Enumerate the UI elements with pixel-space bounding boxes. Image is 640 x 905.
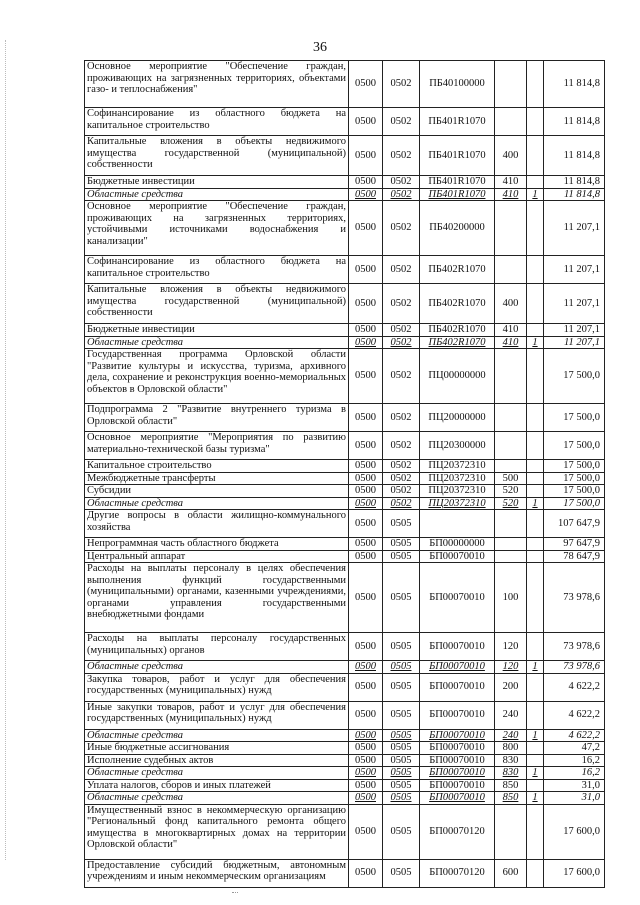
- row-target-item-cell: БП00070120: [420, 859, 495, 887]
- row-expense-type-cell: 410: [495, 176, 527, 189]
- row-section-cell: 0500: [349, 497, 383, 510]
- table-row: [85, 661, 605, 674]
- row-amount-cell: 11 207,1: [544, 284, 605, 324]
- row-amount-cell: 17 500,0: [544, 404, 605, 432]
- table-row: [85, 497, 605, 510]
- row-target-item-cell: БП00070010: [420, 742, 495, 755]
- row-fund-flag-cell: [527, 324, 544, 337]
- row-section-cell: 0500: [349, 742, 383, 755]
- row-name-cell: Капитальные вложения в объекты недвижимого имущества государственной (муниципальной) собственности: [85, 136, 349, 176]
- row-section-cell: 0500: [349, 550, 383, 563]
- row-section-cell: 0500: [349, 404, 383, 432]
- row-fund-flag-cell: [527, 404, 544, 432]
- row-name-cell: Областные средства: [85, 729, 349, 742]
- row-fund-flag-cell: [527, 485, 544, 498]
- row-amount-cell: 11 814,8: [544, 188, 605, 201]
- row-fund-flag-cell: [527, 108, 544, 136]
- row-amount-cell: 31,0: [544, 792, 605, 805]
- table-row: [85, 61, 605, 108]
- row-subsection-cell: 0502: [383, 432, 420, 460]
- row-section-cell: 0500: [349, 754, 383, 767]
- row-name-cell: Основное мероприятие "Мероприятия по развитию материально-технической базы туризма": [85, 432, 349, 460]
- row-name-cell: Имущественный взнос в некоммерческую организацию "Региональный фонд капитального ремонта общего имущества в многоквартирных домах на территории Орловской области": [85, 804, 349, 859]
- row-expense-type-cell: 520: [495, 497, 527, 510]
- row-fund-flag-cell: 1: [527, 336, 544, 349]
- row-expense-type-cell: [495, 404, 527, 432]
- row-section-cell: 0500: [349, 779, 383, 792]
- row-amount-cell: 17 500,0: [544, 497, 605, 510]
- row-target-item-cell: БП00000000: [420, 538, 495, 551]
- table-row: [85, 472, 605, 485]
- row-subsection-cell: 0502: [383, 404, 420, 432]
- row-fund-flag-cell: [527, 349, 544, 404]
- row-subsection-cell: 0502: [383, 485, 420, 498]
- budget-table-body: [85, 61, 605, 888]
- row-amount-cell: 31,0: [544, 779, 605, 792]
- row-subsection-cell: 0505: [383, 510, 420, 538]
- row-section-cell: 0500: [349, 460, 383, 473]
- table-row: [85, 432, 605, 460]
- row-name-cell: Подпрограмма 2 "Развитие внутреннего туризма в Орловской области": [85, 404, 349, 432]
- row-subsection-cell: 0505: [383, 550, 420, 563]
- row-subsection-cell: 0502: [383, 284, 420, 324]
- row-target-item-cell: БП00070010: [420, 754, 495, 767]
- row-expense-type-cell: 120: [495, 661, 527, 674]
- row-amount-cell: 16,2: [544, 767, 605, 780]
- row-name-cell: Областные средства: [85, 188, 349, 201]
- row-name-cell: Расходы на выплаты персоналу в целях обеспечения выполнения функций государственными (муниципальными) органами, казенными учреждениями, органами управления государственными внебюджетными фондами: [85, 563, 349, 633]
- row-amount-cell: 11 814,8: [544, 176, 605, 189]
- row-name-cell: Основное мероприятие "Обеспечение граждан, проживающих на загрязненных территориях, устойчивыми источниками водоснабжения и канализации": [85, 201, 349, 256]
- row-fund-flag-cell: [527, 859, 544, 887]
- row-target-item-cell: БП00070010: [420, 563, 495, 633]
- row-amount-cell: 4 622,2: [544, 701, 605, 729]
- table-row: [85, 108, 605, 136]
- row-section-cell: 0500: [349, 767, 383, 780]
- table-row: [85, 859, 605, 887]
- row-name-cell: Субсидии: [85, 485, 349, 498]
- row-name-cell: Софинансирование из областного бюджета на капитальное строительство: [85, 108, 349, 136]
- row-expense-type-cell: 800: [495, 742, 527, 755]
- row-target-item-cell: БП00070010: [420, 701, 495, 729]
- row-name-cell: Непрограммная часть областного бюджета: [85, 538, 349, 551]
- row-section-cell: 0500: [349, 256, 383, 284]
- row-expense-type-cell: 410: [495, 188, 527, 201]
- row-target-item-cell: ПЦ20000000: [420, 404, 495, 432]
- row-expense-type-cell: [495, 538, 527, 551]
- row-amount-cell: 4 622,2: [544, 673, 605, 701]
- row-amount-cell: 17 500,0: [544, 485, 605, 498]
- row-subsection-cell: 0505: [383, 661, 420, 674]
- row-amount-cell: 11 207,1: [544, 201, 605, 256]
- row-expense-type-cell: 600: [495, 859, 527, 887]
- row-fund-flag-cell: [527, 61, 544, 108]
- table-row: [85, 767, 605, 780]
- table-row: [85, 176, 605, 189]
- row-amount-cell: 17 500,0: [544, 349, 605, 404]
- row-target-item-cell: ПЦ20372310: [420, 485, 495, 498]
- row-subsection-cell: 0505: [383, 767, 420, 780]
- row-name-cell: Областные средства: [85, 792, 349, 805]
- table-row: [85, 188, 605, 201]
- row-amount-cell: 47,2: [544, 742, 605, 755]
- row-amount-cell: 78 647,9: [544, 550, 605, 563]
- row-section-cell: 0500: [349, 349, 383, 404]
- row-amount-cell: 97 647,9: [544, 538, 605, 551]
- row-expense-type-cell: 100: [495, 563, 527, 633]
- scan-artifact: [232, 892, 238, 895]
- row-subsection-cell: 0502: [383, 336, 420, 349]
- row-target-item-cell: ПЦ20372310: [420, 472, 495, 485]
- table-row: [85, 754, 605, 767]
- row-fund-flag-cell: [527, 754, 544, 767]
- row-target-item-cell: ПБ401R1070: [420, 176, 495, 189]
- row-fund-flag-cell: [527, 432, 544, 460]
- table-row: [85, 404, 605, 432]
- row-name-cell: Расходы на выплаты персоналу государственных (муниципальных) органов: [85, 633, 349, 661]
- row-name-cell: Областные средства: [85, 767, 349, 780]
- row-subsection-cell: 0505: [383, 538, 420, 551]
- page-number: 36: [313, 40, 327, 55]
- row-expense-type-cell: 410: [495, 336, 527, 349]
- row-name-cell: Бюджетные инвестиции: [85, 176, 349, 189]
- row-fund-flag-cell: 1: [527, 729, 544, 742]
- row-amount-cell: 73 978,6: [544, 633, 605, 661]
- row-amount-cell: 17 600,0: [544, 804, 605, 859]
- table-row: [85, 201, 605, 256]
- row-expense-type-cell: 240: [495, 729, 527, 742]
- table-row: [85, 136, 605, 176]
- row-subsection-cell: 0502: [383, 460, 420, 473]
- row-amount-cell: 4 622,2: [544, 729, 605, 742]
- table-row: [85, 510, 605, 538]
- row-fund-flag-cell: 1: [527, 767, 544, 780]
- row-subsection-cell: 0505: [383, 779, 420, 792]
- table-row: [85, 349, 605, 404]
- row-section-cell: 0500: [349, 324, 383, 337]
- row-name-cell: Предоставление субсидий бюджетным, автономным учреждениям и иным некоммерческим организациям: [85, 859, 349, 887]
- row-amount-cell: 16,2: [544, 754, 605, 767]
- table-row: [85, 550, 605, 563]
- row-section-cell: 0500: [349, 108, 383, 136]
- row-target-item-cell: ПБ40200000: [420, 201, 495, 256]
- row-subsection-cell: 0502: [383, 176, 420, 189]
- table-row: [85, 804, 605, 859]
- row-subsection-cell: 0502: [383, 349, 420, 404]
- row-fund-flag-cell: 1: [527, 792, 544, 805]
- table-row: [85, 779, 605, 792]
- table-row: [85, 701, 605, 729]
- row-section-cell: 0500: [349, 336, 383, 349]
- row-name-cell: Другие вопросы в области жилищно-коммунального хозяйства: [85, 510, 349, 538]
- row-amount-cell: 11 814,8: [544, 61, 605, 108]
- row-section-cell: 0500: [349, 729, 383, 742]
- row-name-cell: Иные бюджетные ассигнования: [85, 742, 349, 755]
- row-name-cell: Исполнение судебных актов: [85, 754, 349, 767]
- row-target-item-cell: ПБ402R1070: [420, 284, 495, 324]
- row-fund-flag-cell: [527, 538, 544, 551]
- table-row: [85, 729, 605, 742]
- row-subsection-cell: 0505: [383, 729, 420, 742]
- table-row: [85, 324, 605, 337]
- row-target-item-cell: ПБ401R1070: [420, 188, 495, 201]
- row-subsection-cell: 0505: [383, 673, 420, 701]
- row-target-item-cell: ПЦ00000000: [420, 349, 495, 404]
- row-target-item-cell: БП00070010: [420, 550, 495, 563]
- row-fund-flag-cell: [527, 201, 544, 256]
- binding-margin-line: [5, 40, 6, 860]
- row-name-cell: Софинансирование из областного бюджета на капитальное строительство: [85, 256, 349, 284]
- row-target-item-cell: [420, 510, 495, 538]
- row-fund-flag-cell: [527, 176, 544, 189]
- row-expense-type-cell: 850: [495, 792, 527, 805]
- row-amount-cell: 73 978,6: [544, 563, 605, 633]
- row-name-cell: Государственная программа Орловской области "Развитие культуры и искусства, туризма, архивного дела, сохранение и реконструкция военно-мемориальных объектов в Орловской области": [85, 349, 349, 404]
- row-expense-type-cell: 850: [495, 779, 527, 792]
- row-fund-flag-cell: [527, 460, 544, 473]
- row-amount-cell: 11 814,8: [544, 108, 605, 136]
- row-fund-flag-cell: [527, 742, 544, 755]
- row-expense-type-cell: [495, 61, 527, 108]
- row-amount-cell: 17 500,0: [544, 460, 605, 473]
- row-amount-cell: 11 814,8: [544, 136, 605, 176]
- row-subsection-cell: 0502: [383, 61, 420, 108]
- row-subsection-cell: 0505: [383, 633, 420, 661]
- row-section-cell: 0500: [349, 201, 383, 256]
- row-section-cell: 0500: [349, 510, 383, 538]
- row-subsection-cell: 0502: [383, 324, 420, 337]
- table-row: [85, 460, 605, 473]
- row-target-item-cell: ПБ402R1070: [420, 336, 495, 349]
- row-fund-flag-cell: [527, 472, 544, 485]
- table-row: [85, 284, 605, 324]
- row-fund-flag-cell: 1: [527, 188, 544, 201]
- row-name-cell: Закупка товаров, работ и услуг для обеспечения государственных (муниципальных) нужд: [85, 673, 349, 701]
- row-name-cell: Иные закупки товаров, работ и услуг для обеспечения государственных (муниципальных) нужд: [85, 701, 349, 729]
- row-section-cell: 0500: [349, 485, 383, 498]
- row-subsection-cell: 0505: [383, 742, 420, 755]
- row-fund-flag-cell: [527, 804, 544, 859]
- row-fund-flag-cell: [527, 256, 544, 284]
- row-target-item-cell: ПБ402R1070: [420, 256, 495, 284]
- table-row: [85, 633, 605, 661]
- row-subsection-cell: 0505: [383, 701, 420, 729]
- row-name-cell: Капитальные вложения в объекты недвижимого имущества государственной (муниципальной) собственности: [85, 284, 349, 324]
- row-section-cell: 0500: [349, 472, 383, 485]
- row-subsection-cell: 0505: [383, 754, 420, 767]
- row-expense-type-cell: 400: [495, 136, 527, 176]
- row-section-cell: 0500: [349, 859, 383, 887]
- table-row: [85, 742, 605, 755]
- row-section-cell: 0500: [349, 538, 383, 551]
- row-target-item-cell: ПБ401R1070: [420, 136, 495, 176]
- row-expense-type-cell: [495, 460, 527, 473]
- row-fund-flag-cell: 1: [527, 661, 544, 674]
- row-name-cell: Областные средства: [85, 661, 349, 674]
- row-amount-cell: 11 207,1: [544, 336, 605, 349]
- row-section-cell: 0500: [349, 136, 383, 176]
- row-subsection-cell: 0502: [383, 256, 420, 284]
- row-target-item-cell: ПБ401R1070: [420, 108, 495, 136]
- row-target-item-cell: БП00070010: [420, 792, 495, 805]
- row-target-item-cell: ПЦ20372310: [420, 460, 495, 473]
- row-expense-type-cell: [495, 510, 527, 538]
- row-expense-type-cell: 500: [495, 472, 527, 485]
- row-section-cell: 0500: [349, 673, 383, 701]
- row-subsection-cell: 0502: [383, 108, 420, 136]
- table-row: [85, 256, 605, 284]
- row-amount-cell: 17 500,0: [544, 472, 605, 485]
- row-fund-flag-cell: [527, 284, 544, 324]
- row-subsection-cell: 0502: [383, 497, 420, 510]
- row-section-cell: 0500: [349, 284, 383, 324]
- table-row: [85, 563, 605, 633]
- row-expense-type-cell: 240: [495, 701, 527, 729]
- row-amount-cell: 17 500,0: [544, 432, 605, 460]
- row-section-cell: 0500: [349, 701, 383, 729]
- row-section-cell: 0500: [349, 176, 383, 189]
- row-section-cell: 0500: [349, 633, 383, 661]
- row-name-cell: Областные средства: [85, 336, 349, 349]
- budget-table: [84, 60, 605, 888]
- row-fund-flag-cell: [527, 779, 544, 792]
- row-name-cell: Уплата налогов, сборов и иных платежей: [85, 779, 349, 792]
- row-expense-type-cell: 400: [495, 284, 527, 324]
- row-target-item-cell: БП00070010: [420, 779, 495, 792]
- row-section-cell: 0500: [349, 432, 383, 460]
- row-name-cell: Межбюджетные трансферты: [85, 472, 349, 485]
- table-row: [85, 792, 605, 805]
- row-fund-flag-cell: [527, 701, 544, 729]
- table-row: [85, 673, 605, 701]
- row-section-cell: 0500: [349, 563, 383, 633]
- row-target-item-cell: БП00070010: [420, 729, 495, 742]
- row-subsection-cell: 0505: [383, 859, 420, 887]
- row-section-cell: 0500: [349, 188, 383, 201]
- table-row: [85, 336, 605, 349]
- row-expense-type-cell: [495, 550, 527, 563]
- row-subsection-cell: 0505: [383, 792, 420, 805]
- row-subsection-cell: 0505: [383, 804, 420, 859]
- row-target-item-cell: ПЦ20300000: [420, 432, 495, 460]
- table-row: [85, 485, 605, 498]
- row-subsection-cell: 0502: [383, 188, 420, 201]
- row-fund-flag-cell: [527, 136, 544, 176]
- row-name-cell: Центральный аппарат: [85, 550, 349, 563]
- row-expense-type-cell: 830: [495, 754, 527, 767]
- row-subsection-cell: 0502: [383, 201, 420, 256]
- row-target-item-cell: БП00070120: [420, 804, 495, 859]
- row-name-cell: Капитальное строительство: [85, 460, 349, 473]
- row-expense-type-cell: [495, 201, 527, 256]
- row-subsection-cell: 0505: [383, 563, 420, 633]
- row-fund-flag-cell: 1: [527, 497, 544, 510]
- row-fund-flag-cell: [527, 673, 544, 701]
- row-name-cell: Бюджетные инвестиции: [85, 324, 349, 337]
- row-amount-cell: 73 978,6: [544, 661, 605, 674]
- row-expense-type-cell: [495, 804, 527, 859]
- row-amount-cell: 11 207,1: [544, 256, 605, 284]
- row-fund-flag-cell: [527, 563, 544, 633]
- row-expense-type-cell: [495, 108, 527, 136]
- row-fund-flag-cell: [527, 550, 544, 563]
- row-expense-type-cell: [495, 349, 527, 404]
- table-row: [85, 538, 605, 551]
- row-subsection-cell: 0502: [383, 472, 420, 485]
- row-target-item-cell: БП00070010: [420, 661, 495, 674]
- row-amount-cell: 17 600,0: [544, 859, 605, 887]
- row-section-cell: 0500: [349, 792, 383, 805]
- row-target-item-cell: БП00070010: [420, 633, 495, 661]
- row-amount-cell: 11 207,1: [544, 324, 605, 337]
- row-section-cell: 0500: [349, 61, 383, 108]
- row-fund-flag-cell: [527, 633, 544, 661]
- row-amount-cell: 107 647,9: [544, 510, 605, 538]
- row-subsection-cell: 0502: [383, 136, 420, 176]
- row-expense-type-cell: 830: [495, 767, 527, 780]
- row-fund-flag-cell: [527, 510, 544, 538]
- row-section-cell: 0500: [349, 804, 383, 859]
- row-target-item-cell: БП00070010: [420, 673, 495, 701]
- row-expense-type-cell: 200: [495, 673, 527, 701]
- row-target-item-cell: ПБ40100000: [420, 61, 495, 108]
- row-target-item-cell: ПЦ20372310: [420, 497, 495, 510]
- row-expense-type-cell: 520: [495, 485, 527, 498]
- row-expense-type-cell: [495, 432, 527, 460]
- row-name-cell: Основное мероприятие "Обеспечение граждан, проживающих на загрязненных территориях, объектами газо- и теплоснабжения": [85, 61, 349, 108]
- row-target-item-cell: ПБ402R1070: [420, 324, 495, 337]
- row-expense-type-cell: 120: [495, 633, 527, 661]
- row-expense-type-cell: [495, 256, 527, 284]
- row-target-item-cell: БП00070010: [420, 767, 495, 780]
- row-expense-type-cell: 410: [495, 324, 527, 337]
- row-name-cell: Областные средства: [85, 497, 349, 510]
- row-section-cell: 0500: [349, 661, 383, 674]
